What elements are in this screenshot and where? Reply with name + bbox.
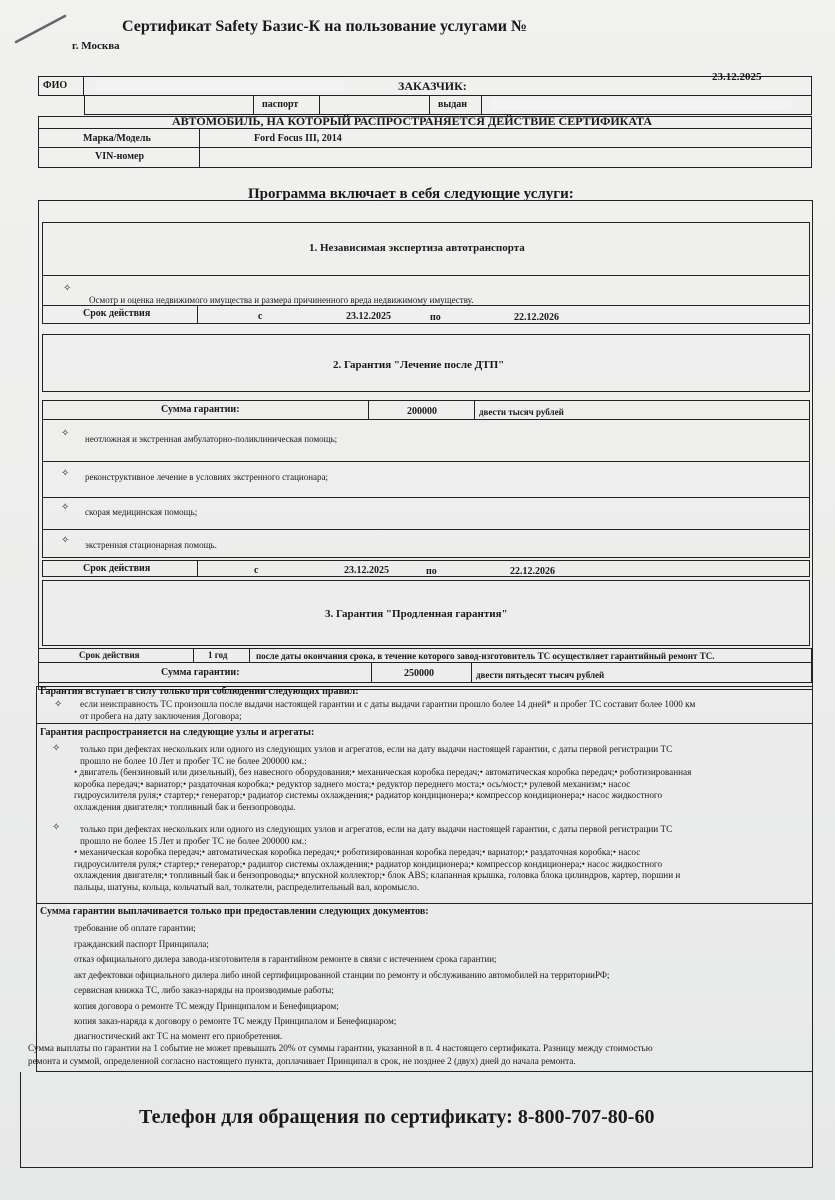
document-item: отказ официального дилера завода-изготовителя в гарантийном ремонте в связи с истечением срока гарантии; <box>74 954 497 964</box>
document-item: гражданский паспорт Принципала; <box>74 938 209 949</box>
coverage-text-2 <box>74 824 681 894</box>
documents-note <box>28 1042 653 1068</box>
section2-bullet-cell-1 <box>42 420 810 462</box>
section2-title-cell <box>42 334 810 392</box>
section2-sum-words-cell <box>475 400 810 420</box>
section2-title: 2. Гарантия "Лечение после ДТП" <box>333 359 505 371</box>
bullet-icon: ✧ <box>61 502 70 513</box>
conditions-line-1: если неисправность ТС произошла после выдачи настоящей гарантии и с даты выдачи гарантии прошло более 14 дней* и пробег ТС составит более 1000 км <box>80 699 696 709</box>
bullet-icon: ✧ <box>61 468 70 479</box>
vin-value-cell <box>200 148 812 168</box>
conditions-line-2: от пробега на дату заключения Договора; <box>80 710 242 721</box>
section3-title: 3. Гарантия "Продленная гарантия" <box>325 608 508 620</box>
section2-term-label: Срок действия <box>83 563 151 574</box>
pen-mark-icon <box>10 10 70 50</box>
section3-sum-value-cell <box>372 663 472 683</box>
section1-to-label: по <box>430 312 441 323</box>
documents-list <box>74 921 609 1042</box>
coverage-line: только при дефектах нескольких или одного из следующих узлов и агрегатов, если на дату выдачи настоящей гарантии, с даты первой регистрации ТС <box>80 824 673 834</box>
section1-title: 1. Независимая экспертиза автотранспорта <box>309 242 525 254</box>
section2-bullet-2: реконструктивное лечение в условиях экстренного стационара; <box>85 472 329 482</box>
section3-sum-label: Сумма гарантии: <box>161 667 240 678</box>
section1-title-cell <box>42 222 810 276</box>
certificate-title: Сертификат Safety Базис-К на пользование услугами № <box>122 18 528 35</box>
section3-term-text: после даты окончания срока, в течение которого завод-изготовитель ТС осуществляет гарантийный ремонт ТС. <box>256 651 715 661</box>
section2-bullet-4: экстренная стационарная помощь. <box>85 540 217 550</box>
coverage-line: гидроусилителя руля;• стартер;• генератор;• радиатор системы охлаждения;• радиатор кондиционера;• компрессор кондиционера;• насос жидкостного <box>74 790 663 801</box>
section1-bullet-cell <box>42 276 810 306</box>
coverage-heading: Гарантия распространяется на следующие узлы и агрегаты: <box>40 727 315 738</box>
section2-sum-label: Сумма гарантии: <box>161 404 240 415</box>
document-item: копия заказ-наряда к договору о ремонте ТС между Принципалом и Бенефициаром; <box>74 1016 397 1026</box>
bullet-icon: ✧ <box>52 743 61 754</box>
passport-label: паспорт <box>262 99 299 110</box>
coverage-line: охлаждения двигателя;• топливный бак и бензопроводы. <box>74 801 296 812</box>
coverage-text-1 <box>74 744 692 814</box>
section3-sum-value: 250000 <box>404 668 434 679</box>
program-heading: Программа включает в себя следующие услуги: <box>248 186 574 202</box>
customer-heading: ЗАКАЗЧИК: <box>398 79 467 93</box>
section2-to-label: по <box>426 566 437 577</box>
issued-label-cell <box>430 96 482 115</box>
coverage-line: прошло не более 15 Лет и пробег ТС не более 200000 км.: <box>80 835 307 846</box>
section2-bullet-cell-2 <box>42 462 810 498</box>
documents-note-line: Сумма выплаты по гарантии на 1 событие не может превышать 20% от суммы гарантии, указанной в п. 4 настоящего сертификата. Разницу между стоимостью <box>28 1043 653 1053</box>
bullet-icon: ✧ <box>61 428 70 439</box>
section3-term-value-cell <box>194 648 250 663</box>
section3-sum-label-cell <box>38 663 372 683</box>
support-phone: Телефон для обращения по сертификату: 8-800-707-80-60 <box>139 1106 655 1128</box>
section3-sum-words: двести пятьдесят тысяч рублей <box>476 670 605 680</box>
make-label: Марка/Модель <box>83 133 151 144</box>
section2-term-label-cell <box>42 560 198 577</box>
redacted-issued <box>492 99 792 110</box>
document-item: требование об оплате гарантии; <box>74 923 196 933</box>
coverage-line: прошло не более 10 Лет и пробег ТС не более 200000 км.: <box>80 755 307 766</box>
documents-note-line: ремонта и суммой, определенной согласно настоящего пункта, доплачивает Принципал в срок, не позднее 2 (двух) дней до начала ремонта. <box>28 1056 576 1066</box>
document-item: копия договора о ремонте ТС между Принципалом и Бенефициаром; <box>74 1000 339 1011</box>
vehicle-heading: АВТОМОБИЛЬ, НА КОТОРЫЙ РАСПРОСТРАНЯЕТСЯ ДЕЙСТВИЕ СЕРТИФИКАТА <box>172 114 653 128</box>
section1-from: 23.12.2025 <box>346 311 391 322</box>
section1-from-label: с <box>258 311 263 322</box>
coverage-line: • механическая коробка передач;• автоматическая коробка передач;• роботизированная коробка передач;• вариатор;• раздаточная коробка;• насос <box>74 847 641 858</box>
section2-bullet-3: скорая медицинская помощь; <box>85 507 198 517</box>
section2-bullet-cell-3 <box>42 498 810 530</box>
section2-sum-value-cell <box>369 400 475 420</box>
document-item: акт дефектовки официального дилера либо иной сертифицированной станции по ремонту и обслуживанию автомобилей на территорииРФ; <box>74 969 610 980</box>
section2-bullet-1: неотложная и экстренная амбулаторно-поликлиническая помощь; <box>85 434 338 444</box>
coverage-line: пальцы, шатуны, кольца, кольчатый вал, толкатели, распределительный вал, коромысло. <box>74 881 420 892</box>
passport-empty-cell <box>84 96 254 115</box>
section2-sum-value: 200000 <box>407 406 437 417</box>
passport-label-cell <box>254 96 320 115</box>
bullet-icon: ✧ <box>52 822 61 833</box>
section2-from-label: с <box>254 565 259 576</box>
fio-label-cell <box>38 76 84 96</box>
conditions-heading: Гарантия вступает в силу только при соблюдении следующих правил: <box>40 686 359 697</box>
section2-from: 23.12.2025 <box>344 565 389 576</box>
coverage-line: коробка передач;• вариатор;• раздаточная коробка;• редуктор заднего моста;• редуктор переднего моста;• ось/мост;• рулевой механизм;• насос <box>74 778 631 789</box>
section1-term-label: Срок действия <box>83 308 151 319</box>
make-label-cell <box>38 128 200 148</box>
issue-date: 23.12.2025 <box>712 71 762 83</box>
section2-to: 22.12.2026 <box>510 566 555 577</box>
bullet-icon: ✧ <box>61 535 70 546</box>
section3-term-text-cell <box>250 648 812 663</box>
section1-to: 22.12.2026 <box>514 312 559 323</box>
coverage-line: гидроусилителя руля;• стартер;• генератор;• радиатор системы охлаждения;• радиатор кондиционера;• компрессор кондиционера;• насос жидкостного <box>74 858 663 869</box>
section1-term-value-cell <box>198 306 810 324</box>
redacted-fio <box>95 80 345 92</box>
bullet-icon: ✧ <box>63 283 72 294</box>
vin-label: VIN-номер <box>95 151 145 162</box>
issued-label: выдан <box>438 99 468 110</box>
footer-box <box>20 1072 813 1168</box>
fio-label: ФИО <box>43 80 68 91</box>
document-item: сервисная книжка ТС, либо заказ-наряды на производимые работы; <box>74 985 334 995</box>
coverage-line: • двигатель (бензиновый или дизельный), без навесного оборудования;• механическая коробка передач;• автоматическая коробка передач;• роботизированная <box>74 767 692 778</box>
documents-heading: Сумма гарантии выплачивается только при предоставлении следующих документов: <box>40 906 429 917</box>
bullet-icon: ✧ <box>54 699 63 710</box>
section3-term-label: Срок действия <box>79 650 140 660</box>
section3-title-cell <box>42 580 810 646</box>
conditions-text <box>80 699 695 722</box>
section1-term-label-cell <box>42 306 198 324</box>
coverage-line: охлаждения двигателя;• топливный бак и бензопроводы;• впускной коллектор;• блок ABS; клапанная крышка, головка блока цилиндров, картер, поршни и <box>74 870 681 881</box>
section3-term-value: 1 год <box>208 650 228 660</box>
coverage-line: только при дефектах нескольких или одного из следующих узлов и агрегатов, если на дату выдачи настоящей гарантии, с даты первой регистрации ТС <box>80 744 673 754</box>
section3-sum-words-cell <box>472 663 812 683</box>
city: г. Москва <box>72 40 120 52</box>
make-value-cell <box>200 128 812 148</box>
section2-bullet-cell-4 <box>42 530 810 558</box>
passport-value-cell <box>320 96 430 115</box>
section2-sum-label-cell <box>42 400 369 420</box>
section2-term-value-cell <box>198 560 810 577</box>
section2-sum-words: двести тысяч рублей <box>479 407 564 417</box>
make-value: Ford Focus III, 2014 <box>254 133 342 144</box>
section3-term-label-cell <box>38 648 194 663</box>
vin-label-cell <box>38 148 200 168</box>
section1-bullet: Осмотр и оценка недвижимого имущества и размера причиненного вреда недвижимому имуществу. <box>89 295 474 305</box>
document-item: диагностический акт ТС на момент его приобретения. <box>74 1030 283 1041</box>
